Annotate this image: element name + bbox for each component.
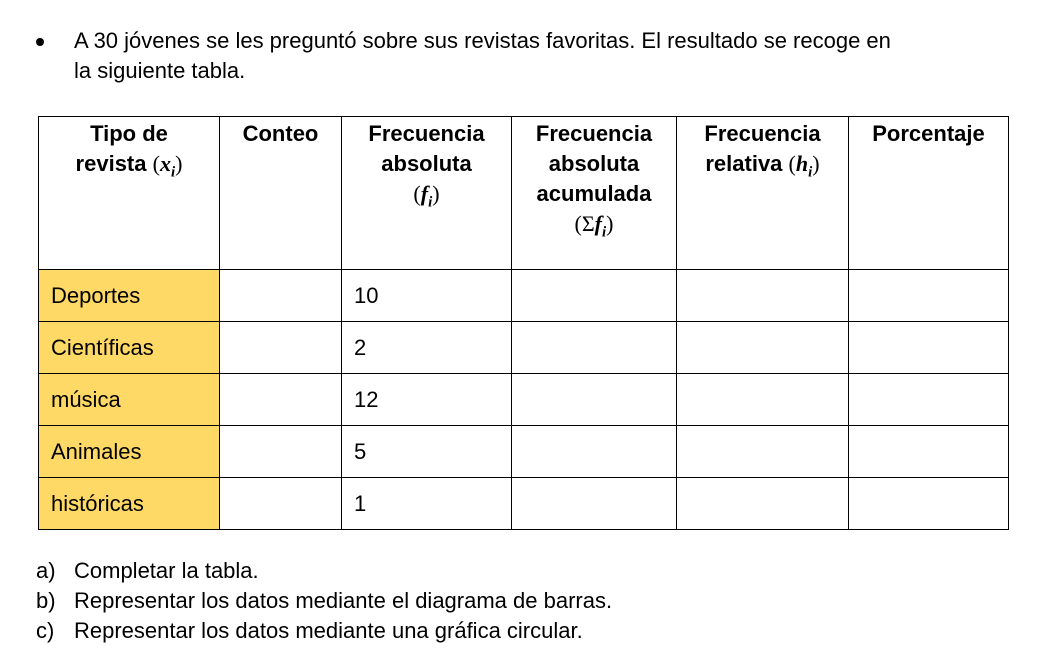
abs-cell: 1 <box>342 478 512 530</box>
list-item <box>36 556 612 586</box>
header-frecuencia-relativa: Frecuencia relativa $(h_i)$ <box>677 117 849 270</box>
conteo-cell <box>220 426 342 478</box>
table-row <box>39 478 1009 530</box>
rel-cell <box>677 374 849 426</box>
category-cell: Deportes <box>39 270 220 322</box>
task-letter: b) <box>36 588 56 613</box>
intro-line-2: la siguiente tabla. <box>74 58 246 83</box>
bullet-icon <box>36 38 44 46</box>
pct-cell <box>849 374 1009 426</box>
rel-cell <box>677 270 849 322</box>
task-list <box>36 556 612 646</box>
category-cell: Científicas <box>39 322 220 374</box>
sigma-symbol: Σ <box>581 211 595 236</box>
acum-cell <box>512 374 677 426</box>
rel-cell <box>677 426 849 478</box>
category-cell: históricas <box>39 478 220 530</box>
task-text: Representar los datos mediante una gráfica circular. <box>74 618 583 643</box>
symbol-f: $f_i$ <box>420 181 433 211</box>
abs-cell: 5 <box>342 426 512 478</box>
list-item <box>36 586 612 616</box>
frequency-table <box>38 116 1009 530</box>
pct-cell <box>849 426 1009 478</box>
symbol-h: $h_i$ <box>795 151 813 181</box>
rel-cell <box>677 322 849 374</box>
header-porcentaje: Porcentaje <box>849 117 1009 270</box>
header-tipo: Tipo de revista $(x_i)$ <box>39 117 220 270</box>
category-cell: música <box>39 374 220 426</box>
rel-cell <box>677 478 849 530</box>
conteo-cell <box>220 270 342 322</box>
intro-paragraph <box>36 26 1056 86</box>
category-cell: Animales <box>39 426 220 478</box>
conteo-cell <box>220 478 342 530</box>
list-item <box>36 616 612 646</box>
table-header-row <box>39 117 1009 270</box>
pct-cell <box>849 478 1009 530</box>
symbol-x: $x_i$ <box>159 151 176 181</box>
pct-cell <box>849 270 1009 322</box>
abs-cell: 12 <box>342 374 512 426</box>
conteo-cell <box>220 322 342 374</box>
task-text: Completar la tabla. <box>74 558 259 583</box>
acum-cell <box>512 426 677 478</box>
table-row <box>39 270 1009 322</box>
table-row <box>39 322 1009 374</box>
acum-cell <box>512 478 677 530</box>
task-letter: a) <box>36 558 56 583</box>
header-frecuencia-absoluta: Frecuencia absoluta $(f_i)$ <box>342 117 512 270</box>
acum-cell <box>512 322 677 374</box>
pct-cell <box>849 322 1009 374</box>
task-text: Representar los datos mediante el diagrama de barras. <box>74 588 613 613</box>
conteo-cell <box>220 374 342 426</box>
abs-cell: 2 <box>342 322 512 374</box>
task-letter: c) <box>36 618 55 643</box>
symbol-f-acum: $f_i$ <box>594 211 607 241</box>
table-row <box>39 426 1009 478</box>
header-conteo: Conteo <box>220 117 342 270</box>
abs-cell: 10 <box>342 270 512 322</box>
header-frecuencia-acumulada: Frecuencia absoluta acumulada $(\Sigma f_i)$ <box>512 117 677 270</box>
acum-cell <box>512 270 677 322</box>
intro-line-1: A 30 jóvenes se les preguntó sobre sus revistas favoritas. El resultado se recoge en <box>74 28 891 53</box>
table-row <box>39 374 1009 426</box>
